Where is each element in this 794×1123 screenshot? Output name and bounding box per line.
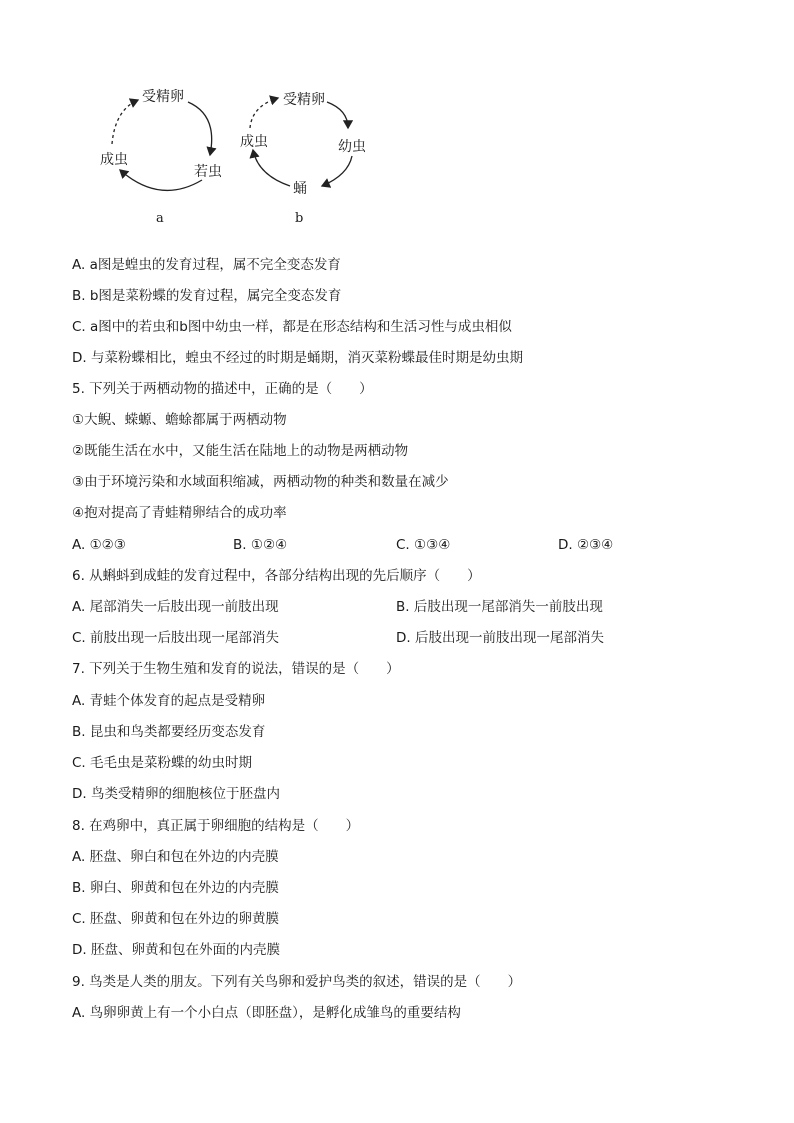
q7-option-a: A. 青蛙个体发育的起点是受精卵 (72, 693, 266, 709)
q6-option-a: A. 尾部消失一后肢出现一前肢出现 (72, 599, 279, 615)
q7-option-d: D. 鸟类受精卵的细胞核位于胚盘内 (72, 786, 280, 802)
q5-option-a: A. ①②③ (72, 537, 126, 553)
arrow-b-larva-to-pupa (322, 156, 352, 186)
q8-option-a: A. 胚盘、卵白和包在外边的内壳膜 (72, 849, 279, 865)
q9-stem: 9. 鸟类是人类的朋友。下列有关鸟卵和爱护鸟类的叙述，错误的是（ ） (72, 974, 522, 990)
q5-option-b: B. ①②④ (233, 537, 288, 553)
arrow-a-adult-to-egg (112, 100, 138, 144)
q4-option-a: A. a图是蝗虫的发育过程，属不完全变态发育 (72, 257, 341, 273)
q5-statement-1: ①大鲵、蝾螈、蟾蜍都属于两栖动物 (72, 412, 287, 428)
caption-a: a (156, 211, 164, 226)
q9-option-a: A. 鸟卵卵黄上有一个小白点（即胚盘），是孵化成雏鸟的重要结构 (72, 1005, 461, 1021)
label-b-adult: 成虫 (240, 134, 268, 150)
label-b-egg: 受精卵 (283, 92, 325, 108)
label-b-pupa: 蛹 (293, 181, 307, 197)
q5-option-c: C. ①③④ (396, 537, 451, 553)
q6-option-b: B. 后肢出现一尾部消失一前肢出现 (396, 599, 603, 615)
q6-option-c: C. 前肢出现一后肢出现一尾部消失 (72, 630, 280, 646)
q5-statement-3: ③由于环境污染和水域面积缩减，两栖动物的种类和数量在减少 (72, 474, 449, 490)
q5-statement-2: ②既能生活在水中，又能生活在陆地上的动物是两栖动物 (72, 443, 409, 459)
q8-option-d: D. 胚盘、卵黄和包在外面的内壳膜 (72, 942, 280, 958)
arrow-a-egg-to-nymph (188, 102, 212, 155)
q4-option-b: B. b图是菜粉蝶的发育过程，属完全变态发育 (72, 288, 342, 304)
label-a-nymph: 若虫 (194, 164, 222, 180)
q6-stem: 6. 从蝌蚪到成蛙的发育过程中，各部分结构出现的先后顺序（ ） (72, 568, 481, 584)
arrow-a-nymph-to-adult (120, 170, 202, 190)
q7-stem: 7. 下列关于生物生殖和发育的说法，错误的是（ ） (72, 661, 400, 677)
q8-option-b: B. 卵白、卵黄和包在外边的内壳膜 (72, 880, 279, 896)
arrow-b-pupa-to-adult (253, 150, 290, 186)
q8-option-c: C. 胚盘、卵黄和包在外边的卵黄膜 (72, 911, 280, 927)
caption-b: b (295, 211, 304, 226)
label-a-egg: 受精卵 (142, 89, 184, 105)
q5-stem: 5. 下列关于两栖动物的描述中，正确的是（ ） (72, 381, 373, 397)
q4-option-c: C. a图中的若虫和b图中幼虫一样，都是在形态结构和生活习性与成虫相似 (72, 319, 512, 335)
q6-option-d: D. 后肢出现一前肢出现一尾部消失 (396, 630, 604, 646)
life-cycle-diagrams (90, 80, 390, 230)
q7-option-b: B. 昆虫和鸟类都要经历变态发育 (72, 724, 266, 740)
label-b-larva: 幼虫 (338, 139, 366, 155)
q4-option-d: D. 与菜粉蝶相比，蝗虫不经过的时期是蛹期，消灭菜粉蝶最佳时期是幼虫期 (72, 350, 523, 366)
q5-option-d: D. ②③④ (558, 537, 614, 553)
q5-statement-4: ④抱对提高了青蛙精卵结合的成功率 (72, 505, 287, 521)
label-a-adult: 成虫 (100, 152, 128, 168)
q7-option-c: C. 毛毛虫是菜粉蝶的幼虫时期 (72, 755, 253, 771)
arrow-b-adult-to-egg (250, 98, 278, 128)
q8-stem: 8. 在鸡卵中，真正属于卵细胞的结构是（ ） (72, 818, 360, 834)
arrow-b-egg-to-larva (327, 102, 348, 128)
